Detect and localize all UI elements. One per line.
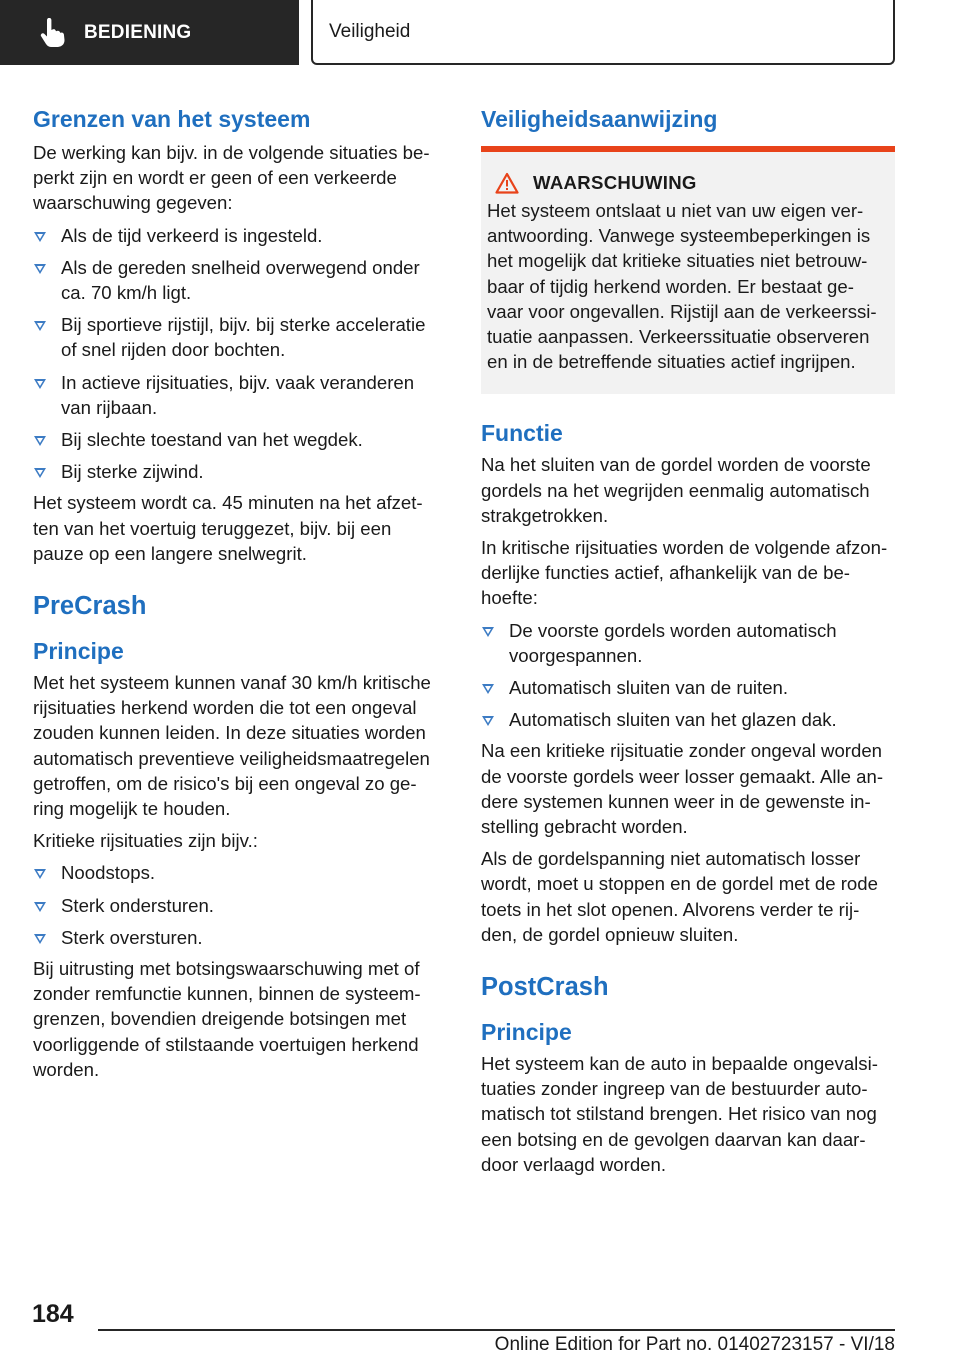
principe-heading: Principe (33, 638, 124, 665)
postcrash-heading: PostCrash (481, 973, 609, 1002)
list-item: Sterk ondersturen. (33, 893, 445, 918)
subsection-title: Veiligheid (311, 0, 895, 65)
hand-pointer-icon (40, 18, 66, 48)
footer-divider (98, 1329, 895, 1331)
functie-p3: Na een kritieke rijsituatie zonder ongeval worden de voorste gordels weer losser gemaakt. Alle an- dere systemen kunnen weer in de gewenste in- stelling gebracht worden. (481, 740, 884, 838)
grenzen-intro: De werking kan bijv. in de volgende situaties be- perkt zijn en wordt er geen of een verkeerde waarschuwing gegeven: (33, 142, 430, 214)
uitrusting-text: Bij uitrusting met botsingswaarschuwing met of zonder remfunctie kunnen, binnen de systeem- grenzen, bovendien dreigende botsingen met voorliggende of stilstaande voertuigen herkend worden. (33, 958, 421, 1080)
functie-p1: Na het sluiten van de gordel worden de voorste gordels na het wegrijden eenmalig automatisch strakgetrokken. (481, 454, 871, 526)
kritieke-intro: Kritieke rijsituaties zijn bijv.: (33, 830, 258, 852)
veiligheid-heading: Veiligheidsaanwijzing (481, 106, 718, 132)
list-item: Noodstops. (33, 860, 445, 885)
functie-p4: Als de gordelspanning niet automatisch losser wordt, moet u stoppen en de gordel met de rode toets in het slot openen. Alvorens verder te rij- den, de gordel opnieuw sluiten. (481, 848, 878, 945)
functie-heading: Functie (481, 420, 563, 447)
bullet-triangle-icon (482, 716, 494, 726)
bullet-triangle-icon (34, 436, 46, 446)
grenzen-outro: Het systeem wordt ca. 45 minuten na het afzet- ten van het voertuig teruggezet, bijv. bij een pauze op een langere snelwegrit. (33, 492, 423, 564)
bullet-triangle-icon (34, 379, 46, 389)
grenzen-heading: Grenzen van het systeem (33, 106, 311, 132)
bullet-triangle-icon (34, 934, 46, 944)
right-column (481, 100, 895, 1177)
list-item: Automatisch sluiten van het glazen dak. (481, 707, 895, 732)
warning-label: WAARSCHUWING (533, 172, 697, 193)
bullet-triangle-icon (482, 684, 494, 694)
bullet-triangle-icon (34, 869, 46, 879)
section-tab (0, 0, 299, 65)
grenzen-list (33, 223, 445, 485)
warning-header (487, 172, 889, 194)
page-number: 184 (32, 1300, 74, 1328)
kritieke-list (33, 860, 445, 950)
postcrash-principe-heading: Principe (481, 1019, 572, 1046)
list-item: Automatisch sluiten van de ruiten. (481, 675, 895, 700)
functie-list (481, 618, 895, 733)
precrash-heading: PreCrash (33, 592, 147, 621)
bullet-triangle-icon (482, 627, 494, 637)
list-item: Bij slechte toestand van het wegdek. (33, 427, 445, 452)
principe-text: Met het systeem kunnen vanaf 30 km/h kritische rijsituaties herkend worden die tot een ongeval zouden kunnen leiden. In deze situaties worden automatisch preventieve veiligheidsmaatregelen getroffen, om de risico's bij een ongeval zo ge- ring mogelijk te houden. (33, 672, 431, 820)
functie-p2: In kritische rijsituaties worden de volgende afzon- derlijke functies actief, afhankelijk van de be- hoefte: (481, 537, 888, 609)
edition-text: Online Edition for Part no. 01402723157 - VI/18 (494, 1334, 895, 1355)
list-item: Als de tijd verkeerd is ingesteld. (33, 223, 445, 248)
list-item: De voorste gordels worden automatisch voorgespannen. (481, 618, 895, 668)
list-item: Sterk oversturen. (33, 925, 445, 950)
warning-text: Het systeem ontslaat u niet van uw eigen ver- antwoording. Vanwege systeembeperkingen is het mogelijk dat kritieke situaties niet betrouw- baar of tijdig herkend worden. Er bestaat ge- vaar voor ongevallen. Rijstijl aan de verkeerssi- tuatie aanpassen. Verkeerssituatie observeren en in de betreffende situaties actief ingrijpen. (487, 200, 877, 373)
warning-triangle-icon (495, 172, 519, 194)
bullet-triangle-icon (34, 232, 46, 242)
list-item: Bij sterke zijwind. (33, 459, 445, 484)
bullet-triangle-icon (34, 264, 46, 274)
bullet-triangle-icon (34, 902, 46, 912)
left-column (33, 100, 445, 1082)
bullet-triangle-icon (34, 468, 46, 478)
postcrash-principe-text: Het systeem kan de auto in bepaalde ongevalsi- tuaties zonder ingreep van de bestuurder auto- matisch tot stilstand brengen. Het risico van nog een botsing en de gevolgen daarvan kan daar- door verlaagd worden. (481, 1053, 878, 1175)
warning-box (481, 146, 895, 394)
list-item: In actieve rijsituaties, bijv. vaak veranderen van rijbaan. (33, 370, 445, 420)
list-item: Bij sportieve rijstijl, bijv. bij sterke acceleratie of snel rijden door bochten. (33, 312, 445, 362)
bullet-triangle-icon (34, 321, 46, 331)
section-tab-label: BEDIENING (84, 21, 192, 43)
list-item: Als de gereden snelheid overwegend onder ca. 70 km/h ligt. (33, 255, 445, 305)
